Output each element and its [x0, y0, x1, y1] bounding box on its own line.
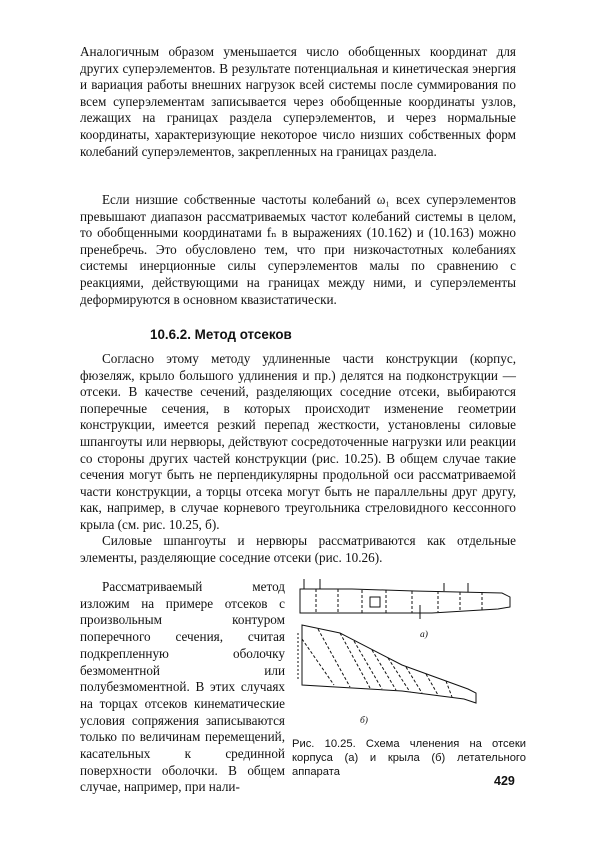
paragraph-1: Аналогичным образом уменьшается число обобщенных координат для других суперэлементов. В результате потенциальная и кинетическая энергия и вариация работы внешних нагрузок всей системы после суммирования по всем суперэлементам записывается через обобщенные координаты узлов, лежащих на границах раздела суперэлементов, и через нормальные координаты, характеризующие некоторое число низших собственных форм колебаний суперэлементов, закрепленных на границах раздела.: [80, 44, 516, 159]
paragraph-2: Если низшие собственные частоты колебаний ω₁ всех суперэлементов превышают диапазон рассматриваемых частот колебаний системы в целом, то обобщенными координатами fₙ в выражениях (10.162) и (10.163) можно пренебречь. Это обусловлено тем, что при низкочастотных колебаниях системы инерционные силы суперэлементов малы по сравнению с реакциями, действующими на границах между ними, и суперэлементы деформируются в основном квазистатически.: [80, 192, 516, 307]
figure-caption: Рис. 10.25. Схема членения на отсеки корпуса (а) и крыла (б) летательного аппарата: [292, 738, 526, 778]
figure-10-25: [292, 575, 524, 733]
paragraph-3: Согласно этому методу удлиненные части конструкции (корпус, фюзеляж, крыло большого удлинения и пр.) делятся на подконструкции — отсеки. В качестве сечений, разделяющих соседние отсеки, выбираются поперечные сечения, в которых происходит изменение геометрии конструкции, имеется резкий перепад жесткости, установлены силовые шпангоуты или нервюры, действуют сосредоточенные нагрузки или реакции со стороны других частей конструкции (рис. 10.25). В общем случае такие сечения могут быть не перпендикулярны продольной оси рассматриваемой части конструкции, а торцы отсека могут быть не параллельны друг другу, как, например, в случае корневого треугольника стреловидного кессонного крыла (см. рис. 10.25, б).: [80, 351, 516, 532]
page-number: 429: [494, 774, 515, 788]
figure-label-b: б): [360, 716, 368, 726]
paragraph-4: Силовые шпангоуты и нервюры рассматриваются как отдельные элементы, разделяющие соседние отсеки (рис. 10.26).: [80, 533, 516, 565]
paragraph-5: Рассматриваемый метод изложим на примере отсеков с произвольным контуром поперечного сечения, считая подкрепленную оболочку безмоментной или полубезмоментной. В этих случаях на торцах отсеков кинематические условия сопряжения записываются только по величинам перемещений, касательных к срединной поверхности оболочки. В общем случае, например, при нали-: [80, 579, 285, 795]
fuselage-drawing: [300, 579, 510, 619]
wing-drawing: [298, 625, 476, 703]
figure-label-a: а): [420, 630, 428, 640]
section-heading: 10.6.2. Метод отсеков: [150, 327, 292, 342]
